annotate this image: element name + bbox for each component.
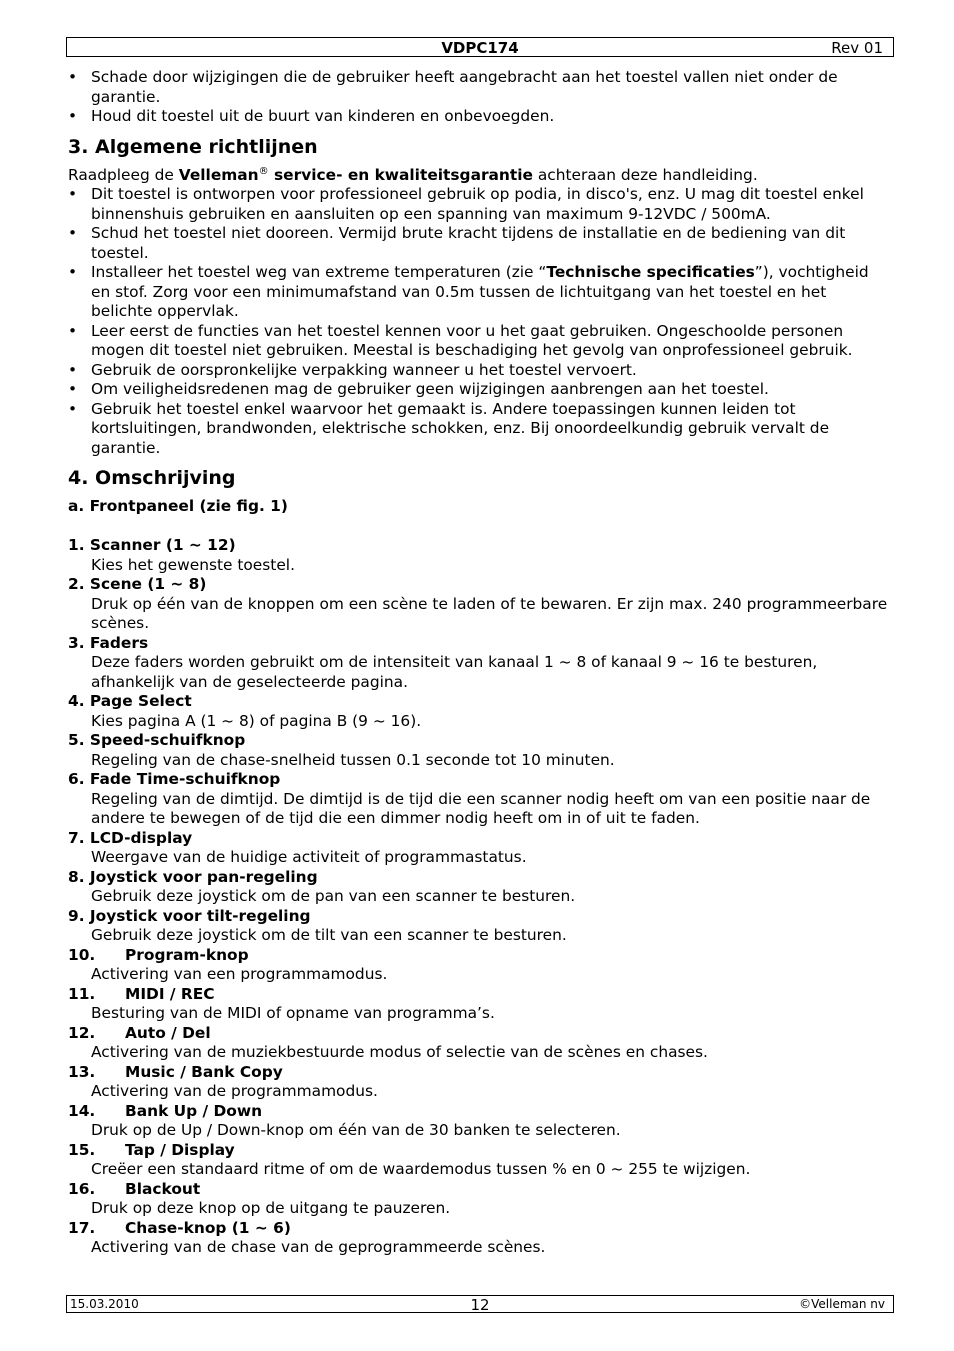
list-item: • Gebruik het toestel enkel waarvoor het gemaakt is. Andere toepassingen kunnen leiden tot kortsluitingen, brandwonden, elektrische schokken, enz. Bij onoordeelkundig gebruik vervalt de garantie. [68,400,888,459]
warranty-reference: service- en kwaliteitsgarantie [268,165,533,184]
list-item: 3. Faders Deze faders worden gebruikt om de intensiteit van kanaal 1 ~ 8 of kanaal 9 ~ 16 te besturen, afhankelijk van de geselecteerde pagina. [68,633,818,691]
list-item: • Dit toestel is ontworpen voor professioneel gebruik op podia, in disco's, enz. U mag dit toestel enkel binnenshuis gebruiken en aansluiten op een spanning van maximum 9-12VDC / 500mA. [68,185,888,224]
brand-name: Velleman [178,165,259,184]
page-footer [66,1295,894,1313]
list-item: 8. Joystick voor pan-regeling Gebruik deze joystick om de pan van een scanner te besturen. [68,867,576,905]
list-item: 12. Auto / Del Activering van de muziekbestuurde modus of selectie van de scènes en chases. [68,1023,708,1061]
list-item: 15. Tap / Display Creëer een standaard ritme of om de waardemodus tussen % en 0 ~ 255 te wijzigen. [68,1140,751,1178]
list-item: 4. Page Select Kies pagina A (1 ~ 8) of pagina B (9 ~ 16). [68,692,422,730]
page-number: 12 [470,1296,490,1314]
spec-reference: Technische specificaties [546,263,755,281]
list-item: • Schud het toestel niet dooreen. Vermijd brute kracht tijdens de installatie en de bediening van dit toestel. [68,224,888,263]
list-item: • Gebruik de oorspronkelijke verpakking wanneer u het toestel vervoert. [68,361,888,381]
page-header [66,37,894,57]
list-item: • Leer eerst de functies van het toestel kennen voor u het gaat gebruiken. Ongeschoolde personen mogen dit toestel niet gebruiken. Meestal is beschadiging het gevolg van onprofessioneel gebruik. [68,322,888,361]
section-heading-general-guidelines: 3. Algemene richtlijnen [68,135,318,158]
registered-mark: ® [258,165,269,177]
document-body [68,68,888,1258]
guidelines-bullet-list [68,185,888,458]
list-item: 9. Joystick voor tilt-regeling Gebruik deze joystick om de tilt van een scanner te besturen. [68,906,567,944]
list-item: 1. Scanner (1 ~ 12) Kies het gewenste toestel. [68,536,295,574]
list-item: 13. Music / Bank Copy Activering van de programmamodus. [68,1062,378,1100]
list-item: 2. Scene (1 ~ 8) Druk op één van de knoppen om een scène te laden of te bewaren. Er zijn max. 240 programmeerbare scènes. [68,575,888,632]
list-item: 7. LCD-display Weergave van de huidige activiteit of programmastatus. [68,828,527,866]
subheading-front-panel: a. Frontpaneel (zie fig. 1) [68,497,288,515]
revision-label: Rev 01 [831,39,883,57]
list-item: 16. Blackout Druk op deze knop op de uitgang te pauzeren. [68,1179,451,1217]
list-item: 14. Bank Up / Down Druk op de Up / Down-knop om één van de 30 banken te selecteren. [68,1101,621,1139]
list-item: • Installeer het toestel weg van extreme temperaturen (zie “Technische specificaties”), vochtigheid en stof. Zorg voor een minimumafstand van 0.5m tussen de lichtuitgang van het toestel en het belichte oppervlak. [68,263,888,322]
intro-bullet-list [68,68,888,127]
guidelines-intro: Raadpleeg de Velleman® service- en kwaliteitsgarantie achteraan deze handleiding. [68,165,758,184]
list-item: 17. Chase-knop (1 ~ 6) Activering van de chase van de geprogrammeerde scènes. [68,1218,546,1256]
feature-list [68,536,888,1258]
section-heading-description: 4. Omschrijving [68,467,236,489]
copyright-notice: ©Velleman nv [799,1297,885,1311]
list-item: • Houd dit toestel uit de buurt van kinderen en onbevoegden. [68,107,888,127]
list-item: 10. Program-knop Activering van een programmamodus. [68,945,388,983]
list-item: • Schade door wijzigingen die de gebruiker heeft aangebracht aan het toestel vallen niet onder de garantie. [68,68,888,107]
list-item: 11. MIDI / REC Besturing van de MIDI of opname van programma’s. [68,984,495,1022]
model-number: VDPC174 [441,39,519,57]
list-item: 5. Speed-schuifknop Regeling van de chase-snelheid tussen 0.1 seconde tot 10 minuten. [68,731,615,769]
list-item: 6. Fade Time-schuifknop Regeling van de dimtijd. De dimtijd is de tijd die een scanner nodig heeft om van een positie naar de andere te bewegen of de tijd die een dimmer nodig heeft om in of uit te faden. [68,770,871,827]
list-item: • Om veiligheidsredenen mag de gebruiker geen wijzigingen aanbrengen aan het toestel. [68,380,888,400]
document-date: 15.03.2010 [70,1297,139,1311]
